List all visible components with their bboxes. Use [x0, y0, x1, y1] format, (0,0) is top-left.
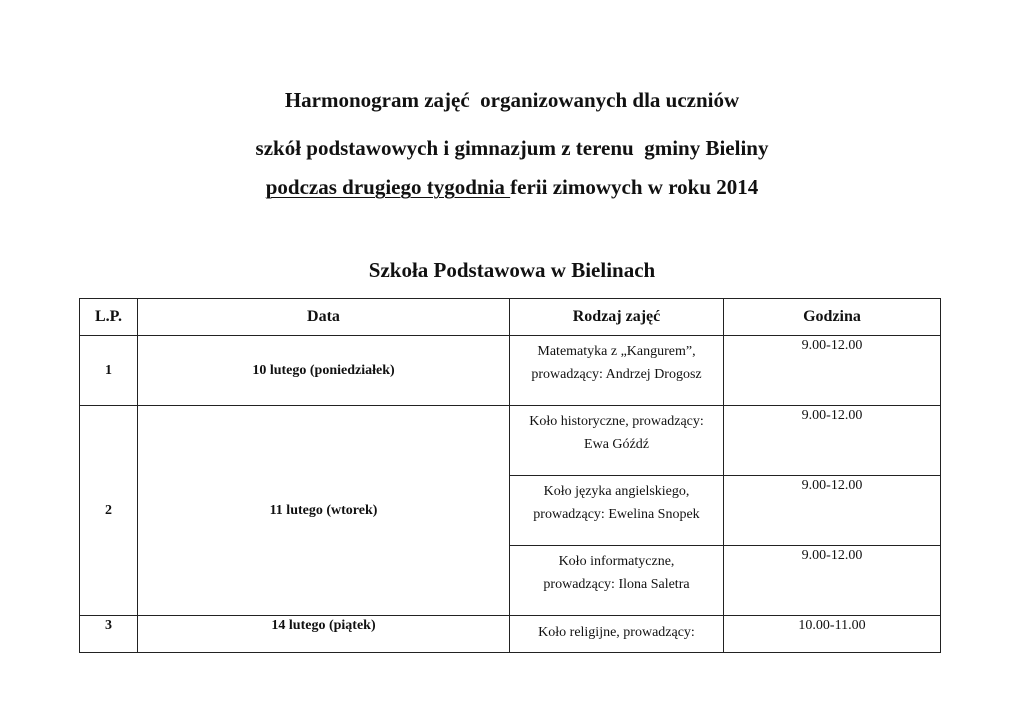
activity-teacher: Ewa Góźdź — [584, 437, 649, 452]
activity-teacher: prowadzący: Ewelina Snopek — [533, 507, 700, 522]
school-title: Szkoła Podstawowa w Bielinach — [368, 258, 656, 282]
table-header-row — [80, 299, 941, 336]
document-title-line-3 — [0, 174, 1024, 200]
activity-teacher: prowadzący: Ilona Saletra — [543, 577, 690, 592]
activity-hours: 9.00-12.00 — [724, 476, 941, 546]
activity-name: Koło informatyczne, — [558, 554, 675, 569]
column-header-lp: L.P. — [80, 299, 138, 336]
activity-cell — [510, 406, 724, 476]
activity-name: Koło języka angielskiego, — [543, 484, 690, 499]
column-header-activity: Rodzaj zajęć — [510, 299, 724, 336]
title-underlined-phrase: podczas drugiego tygodnia — [265, 175, 511, 199]
table-row — [80, 406, 941, 476]
row-number: 1 — [80, 336, 138, 406]
row-date: 14 lutego (piątek) — [138, 616, 510, 653]
activity-name: Koło historyczne, prowadzący: — [529, 414, 704, 429]
row-date: 11 lutego (wtorek) — [138, 406, 510, 616]
column-header-hours: Godzina — [724, 299, 941, 336]
activity-cell — [510, 546, 724, 616]
activity-teacher: prowadzący: Andrzej Drogosz — [531, 367, 702, 382]
activity-hours: 9.00-12.00 — [724, 406, 941, 476]
activity-hours: 9.00-12.00 — [724, 546, 941, 616]
document-title-line-2: szkół podstawowych i gimnazjum z terenu gminy Bieliny — [255, 136, 769, 160]
column-header-date: Data — [138, 299, 510, 336]
row-number: 2 — [80, 406, 138, 616]
activity-cell — [510, 336, 724, 406]
row-number: 3 — [80, 616, 138, 653]
row-date: 10 lutego (poniedziałek) — [138, 336, 510, 406]
activity-name: Koło religijne, prowadzący: — [538, 625, 695, 640]
activity-cell — [510, 616, 724, 653]
schedule-table — [79, 298, 941, 653]
activity-name: Matematyka z „Kangurem”, — [537, 344, 696, 359]
table-row — [80, 616, 941, 653]
activity-hours: 9.00-12.00 — [724, 336, 941, 406]
table-row — [80, 336, 941, 406]
activity-cell — [510, 476, 724, 546]
document-title-line-1: Harmonogram zajęć organizowanych dla uczniów — [284, 88, 740, 112]
activity-hours: 10.00-11.00 — [724, 616, 941, 653]
title-line-3-rest: ferii zimowych w roku 2014 — [510, 175, 759, 199]
